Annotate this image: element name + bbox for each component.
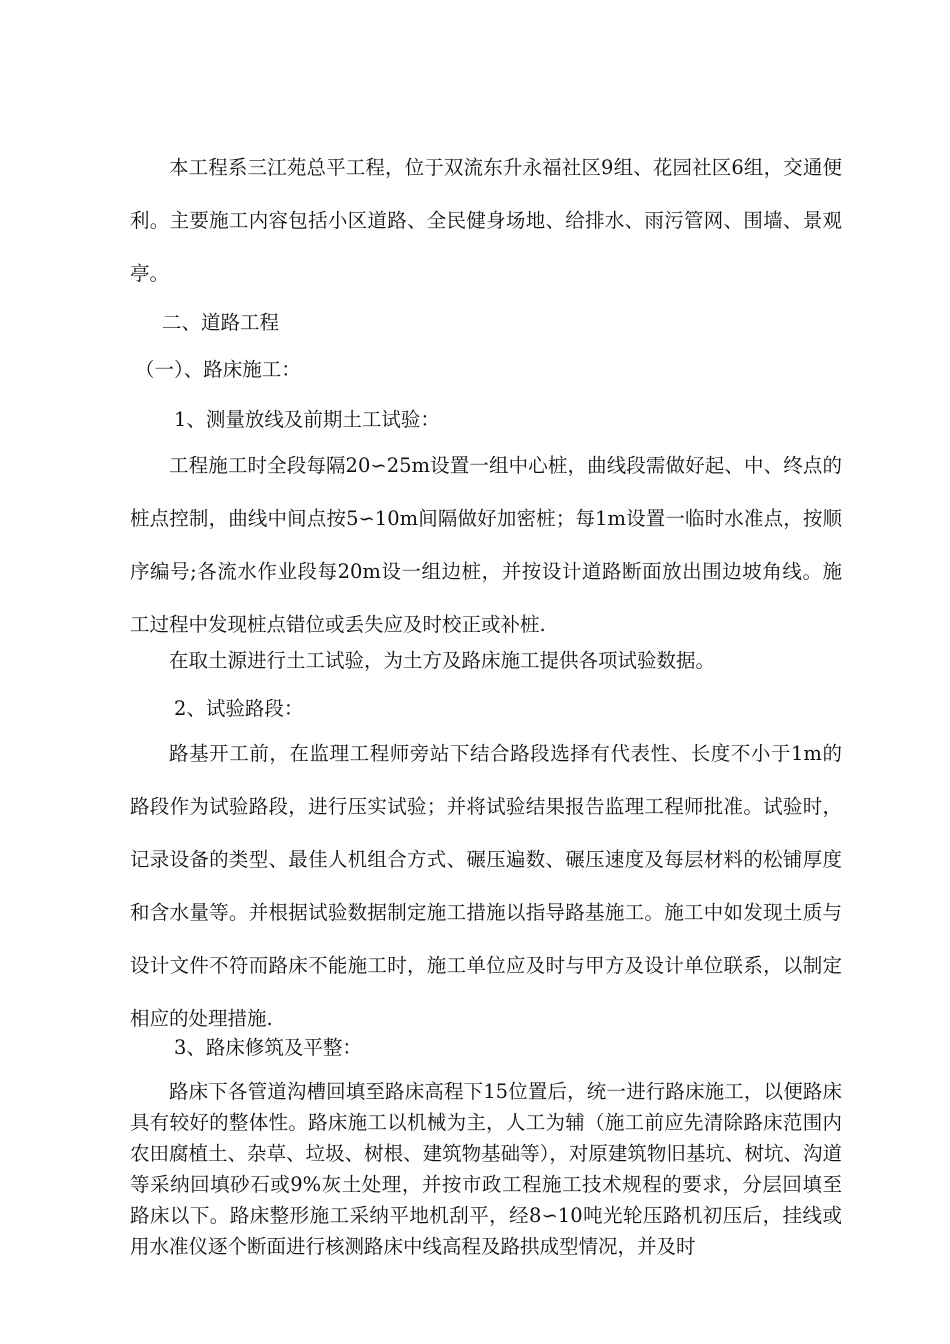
item-1-heading: 1、测量放线及前期土工试验： [174, 408, 440, 431]
item-1-paragraph-2: 在取土源进行土工试验，为土方及路床施工提供各项试验数据。 [169, 649, 716, 672]
intro-paragraph: 本工程系三江苑总平工程，位于双流东升永福社区9组、花园社区6组，交通便利。主要施工内容包括小区道路、全民健身场地、给排水、雨污管网、围墙、景观亭。 [130, 156, 842, 285]
section-2-heading: 二、道路工程 [162, 311, 280, 334]
item-3-paragraph: 路床下各管道沟槽回填至路床高程下15位置后，统一进行路床施工，以便路床具有较好的整体性。路床施工以机械为主，人工为辅（施工前应先清除路床范围内农田腐植土、杂草、垃圾、树根、建筑物基础等），对原建筑物旧基坑、树坑、沟道等采纳回填砂石或9%灰土处理，并按市政工程施工技术规程的要求，分层回填至路床以下。路床整形施工采纳平地机刮平，经8∽10吨光轮压路机初压后，挂线或用水准仪逐个断面进行核测路床中线高程及路拱成型情况，并及时 [130, 1080, 842, 1258]
subsection-1-heading: （一）、路床施工： [135, 358, 301, 381]
item-2-heading: 2、试验路段： [174, 697, 304, 720]
item-2-paragraph: 路基开工前，在监理工程师旁站下结合路段选择有代表性、长度不小于1m的路段作为试验路段，进行压实试验；并将试验结果报告监理工程师批准。试验时，记录设备的类型、最佳人机组合方式、碾压遍数、碾压速度及每层材料的松铺厚度和含水量等。并根据试验数据制定施工措施以指导路基施工。施工中如发现土质与设计文件不符而路床不能施工时，施工单位应及时与甲方及设计单位联系，以制定相应的处理措施. [130, 742, 842, 1030]
item-3-heading: 3、路床修筑及平整： [174, 1036, 362, 1059]
item-1-paragraph-1: 工程施工时全段每隔20∽25m设置一组中心桩，曲线段需做好起、中、终点的桩点控制，曲线中间点按5∽10m间隔做好加密桩；每1m设置一临时水准点，按顺序编号;各流水作业段每20m设一组边桩，并按设计道路断面放出围边坡角线。施工过程中发现桩点错位或丢失应及时校正或补桩. [130, 454, 842, 636]
